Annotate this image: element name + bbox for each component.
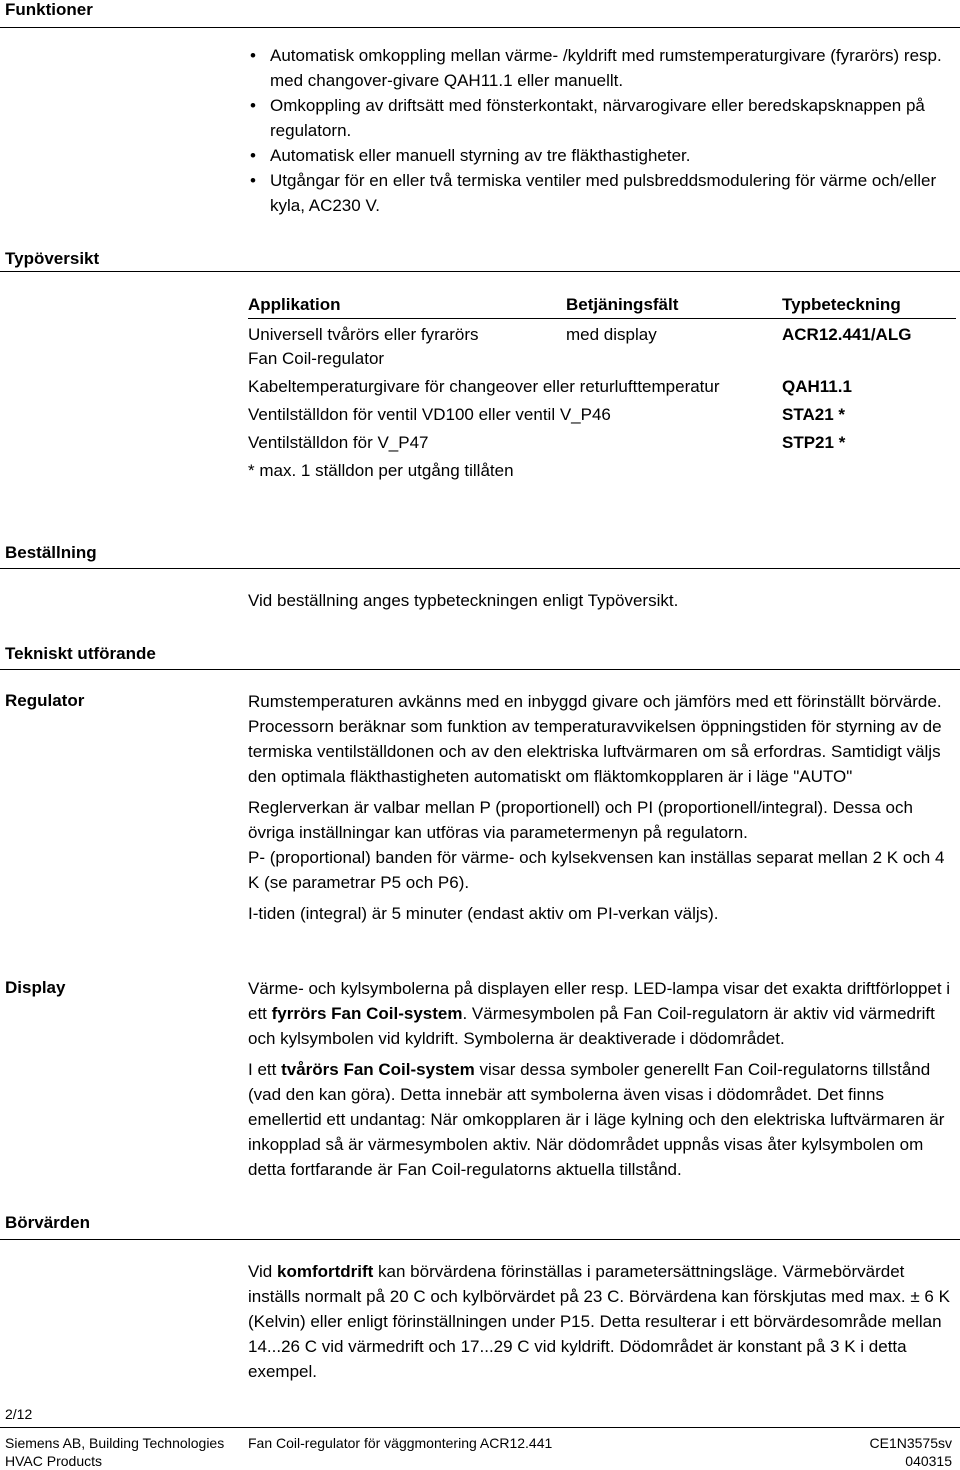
table-header-applikation: Applikation [248,293,566,319]
paragraph: Rumstemperaturen avkänns med en inbyggd givare och jämförs med ett förinställt börvärde. Processorn beräknar som funktion av temperaturavvikelsen öppningstiden för styrning av de termiska ventilställdonen och av den elektriska luftvärmaren om så erfordras. Samtidigt väljs den optimala fläkthastigheten automatiskt om fläktomkopplaren är i läge "AUTO" [248,692,942,786]
table-cell: STP21 * [782,433,846,452]
subheading-display: Display [5,978,66,997]
footer-product: Fan Coil-regulator för väggmontering ACR12.441 [248,1435,553,1451]
list-item: • Utgångar för en eller två termiska ventiler med pulsbreddsmodulering för värme och/eller kyla, AC230 V. [248,168,954,218]
display-text [248,976,954,1182]
list-item: • Omkoppling av driftsätt med fönsterkontakt, närvarogivare eller beredskapsknappen på regulatorn. [248,93,954,143]
bullet-icon: • [250,46,256,65]
type-overview-table [248,293,956,483]
table-row [248,371,956,399]
table-cell: Universell tvårörs eller fyrarörs Fan Coil-regulator [248,325,479,368]
section-heading-funktioner: Funktioner [5,0,93,19]
bullet-icon: • [250,171,256,190]
paragraph: I ett tvårörs Fan Coil-system visar dessa symboler generellt Fan Coil-regulatorns tillstånd (vad den kan göra). Detta innebär att symbolerna även visas i dödområdet. Det finns emellertid ett undantag: När omkopplaren är i läge kylning och den elektriska luftvärmaren är inkopplad så är värmesymbolen aktiv. När dödområdet uppnås visas åter kylsymbolen om detta fortfarande är Fan Coil-regulatorns aktuella tillstånd. [248,1060,945,1179]
table-note: * max. 1 ställdon per utgång tillåten [248,461,514,480]
table-cell: Kabeltemperaturgivare för changeover eller returlufttemperatur [248,377,720,396]
regulator-text [248,689,954,926]
subheading-regulator: Regulator [5,691,85,710]
list-item: • Automatisk omkoppling mellan värme- /kyldrift med rumstemperaturgivare (fyrarörs) resp. med changover-givare QAH11.1 eller manuellt. [248,43,954,93]
section-heading-borvarden: Börvärden [5,1213,91,1232]
bullet-icon: • [250,96,256,115]
table-cell: STA21 * [782,405,845,424]
section-divider [0,271,960,272]
section-divider [0,669,960,670]
paragraph: I-tiden (integral) är 5 minuter (endast aktiv om PI-verkan väljs). [248,904,719,923]
table-cell: QAH11.1 [782,377,852,396]
table-header-typbeteckning: Typbeteckning [782,293,956,319]
table-row [248,399,956,427]
section-divider [0,27,960,28]
borvarden-text [248,1259,954,1384]
section-divider [0,1239,960,1240]
table-cell: Ventilställdon för ventil VD100 eller ventil V_P46 [248,405,611,424]
footer-divider [0,1427,960,1428]
paragraph: Värme- och kylsymbolerna på displayen eller resp. LED-lampa visar det exakta driftförloppet i ett fyrrörs Fan Coil-system. Värmesymbolen på Fan Coil-regulatorn är aktiv vid värmedrift och kylsymbolen vid kyldrift. Symbolerna är deaktiverade i dödområdet. [248,979,951,1048]
section-heading-typoversikt: Typöversikt [5,249,100,268]
footer-docno: CE1N3575sv [869,1435,952,1451]
table-row [248,455,956,483]
paragraph: P- (proportional) banden för värme- och kylsekvensen kan inställas separat mellan 2 K och 4 K (se parametrar P5 och P6). [248,848,945,892]
table-header-betjaningsfalt: Betjäningsfält [566,293,782,319]
list-item: • Automatisk eller manuell styrning av tre fläkthastigheter. [248,143,954,168]
table-row [248,427,956,455]
footer-division: HVAC Products [5,1453,102,1469]
section-heading-tekniskt: Tekniskt utförande [5,644,156,663]
footer-company: Siemens AB, Building Technologies [5,1435,225,1451]
footer-date: 040315 [905,1453,952,1469]
paragraph: Reglerverkan är valbar mellan P (proportionell) och PI (proportionell/integral). Dessa och övriga inställningar kan utföras via parametermenyn på regulatorn. [248,798,913,842]
table-cell: Ventilställdon för V_P47 [248,433,429,452]
bestallning-text: Vid beställning anges typbeteckningen enligt Typöversikt. [248,591,679,610]
funktioner-list [248,43,954,218]
table-cell: med display [566,325,657,344]
table-row [248,319,956,372]
section-heading-bestallning: Beställning [5,543,97,562]
table-cell: ACR12.441/ALG [782,325,912,344]
paragraph: Vid komfortdrift kan börvärdena förinställas i parametersättningsläge. Värmebörvärdet inställs normalt på 20 C och kylbörvärdet på 23 C. Börvärdena kan förskjutas med max. ± 6 K (Kelvin) eller enligt förinställningen under P15. Detta resulterar i ett börvärdesområde mellan 14...26 C vid värmedrift och 17...29 C vid kyldrift. Dödområdet är konstant på 3 K i detta exempel. [248,1262,950,1381]
page-number: 2/12 [5,1406,33,1422]
section-divider [0,568,960,569]
bullet-icon: • [250,146,256,165]
